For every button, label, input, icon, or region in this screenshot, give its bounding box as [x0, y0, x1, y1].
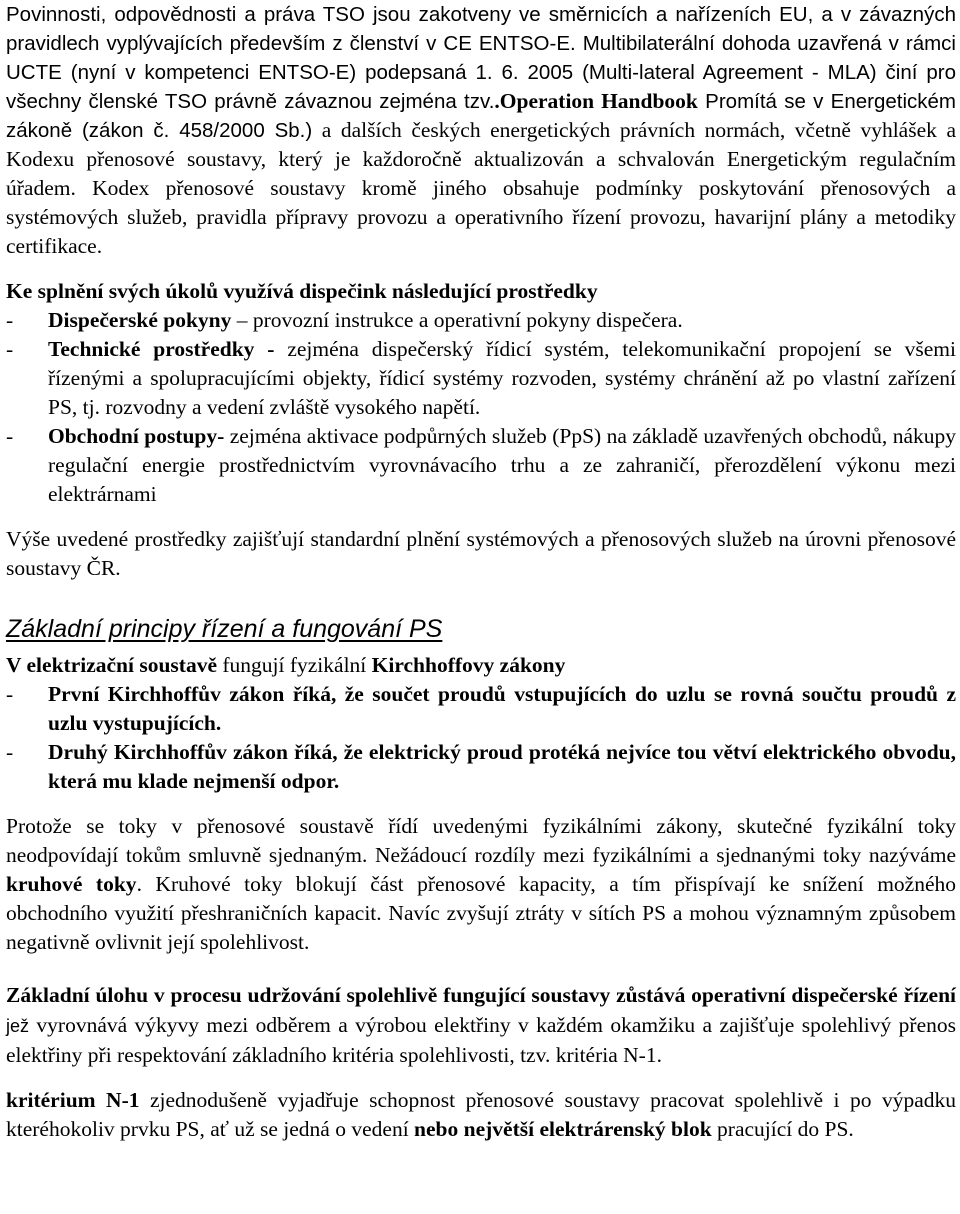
- list-item-bold: Druhý Kirchhoffův zákon říká, že elektrický proud protéká nejvíce tou větví elektrického obvodu, která mu klade nejmenší odpor.: [48, 740, 956, 793]
- resources-list: [6, 306, 956, 509]
- list-item-bold: Technické prostředky -: [48, 337, 275, 361]
- list-item-text: – provozní instrukce a operativní pokyny dispečera.: [231, 308, 683, 332]
- list-item-text: zejména dispečerský řídicí systém, telekomunikační propojení se všemi řízenými a spolupracujícími objekty, řídicí systémy rozvoden, systémy chránění až po vlastní zařízení PS, tj. rozvodny a vedení zvláště vysokého napětí.: [48, 337, 956, 419]
- list-item: [6, 335, 956, 422]
- list-dash: -: [6, 308, 14, 332]
- operative-control-paragraph: Základní úlohu v procesu udržování spolehlivě fungující soustavy zůstává operativní dispečerské řízení jež vyrovnává výkyvy mezi odběrem a výrobou elektřiny v každém okamžiku a zajišťuje spolehlivý přenos elektřiny při respektování základního kritéria spolehlivosti, tzv. kritéria N-1.: [6, 983, 956, 1067]
- list-dash: -: [6, 337, 14, 361]
- energy-act-text: Promítá se v Energetickém zákoně (zákon č. 458/2000 Sb.): [6, 90, 956, 142]
- circular-flows-paragraph: Protože se toky v přenosové soustavě řídí uvedenými fyzikálními zákony, skutečné fyzikální toky neodpovídají tokům smluvně sjednaným. Nežádoucí rozdíly mezi fyzikálními a sjednanými toky nazýváme kruhové toky. Kruhové toky blokují část přenosové kapacity, a tím přispívají ke snížení možného obchodního využití přeshraničních kapacit. Navíc zvyšují ztráty v sítích PS a mohou významným způsobem negativně ovlivnit její spolehlivost.: [6, 814, 957, 954]
- list-dash: -: [6, 740, 14, 764]
- resources-heading: Ke splnění svých úkolů využívá dispečink následující prostředky: [6, 279, 598, 303]
- list-item: [6, 422, 956, 509]
- list-dash: -: [6, 682, 14, 706]
- list-item-bold: Obchodní postupy-: [48, 424, 225, 448]
- summary-paragraph: Výše uvedené prostředky zajišťují standardní plnění systémových a přenosových služeb na úrovni přenosové soustavy ČR.: [6, 527, 956, 580]
- kirchhoff-list: [6, 680, 956, 796]
- legal-norms-text: a dalších českých energetických právních normách, včetně vyhlášek a Kodexu přenosové soustavy, který je každoročně aktualizován a schvalován Energetickým regulačním úřadem. Kodex přenosové soustavy kromě jiného obsahuje podmínky poskytování přenosových a systémových služeb, pravidla přípravy provozu a operativního řízení provozu, havarijní plány a metodiky certifikace.: [6, 118, 956, 258]
- list-item-bold: Dispečerské pokyny: [48, 308, 232, 332]
- n1-criterion-paragraph: kritérium N-1 zjednodušeně vyjadřuje schopnost přenosové soustavy pracovat spolehlivě i po výpadku kteréhokoliv prvku PS, ať už se jedná o vedení nebo největší elektrárenský blok pracující do PS.: [6, 1088, 957, 1141]
- list-item: [6, 680, 956, 738]
- kirchhoff-intro: V elektrizační soustavě fungují fyzikální Kirchhoffovy zákony: [6, 653, 566, 677]
- section-title: Základní principy řízení a fungování PS: [6, 615, 443, 643]
- intro-paragraph: [6, 0, 956, 261]
- n1-criterion-term: kritérium N-1: [6, 1088, 140, 1112]
- list-item: [6, 738, 956, 796]
- circular-flows-term: kruhové toky: [6, 872, 137, 896]
- list-dash: -: [6, 424, 14, 448]
- list-item-text: zejména aktivace podpůrných služeb (PpS) na základě uzavřených obchodů, nákupy regulační energie prostřednictvím vyrovnávacího trhu a ze zahraničí, přerozdělení výkonu mezi elektrárnami: [48, 424, 956, 506]
- list-item: [6, 306, 956, 335]
- intro-text: Povinnosti, odpovědnosti a práva TSO jsou zakotveny ve směrnicích a nařízeních EU, a v závazných pravidlech vyplývajících především z členství v CE ENTSO-E. Multibilaterální dohoda uzavřená v rámci UCTE (nyní v kompetenci ENTSO-E) podepsaná 1. 6. 2005 (Multi-lateral Agreement - MLA) činí pro všechny členské TSO právně závaznou zejména tzv.: [6, 3, 956, 113]
- operation-handbook: .Operation Handbook: [494, 89, 698, 113]
- list-item-bold: První Kirchhoffův zákon říká, že součet proudů vstupujících do uzlu se rovná součtu proudů z uzlu vystupujících.: [48, 682, 956, 735]
